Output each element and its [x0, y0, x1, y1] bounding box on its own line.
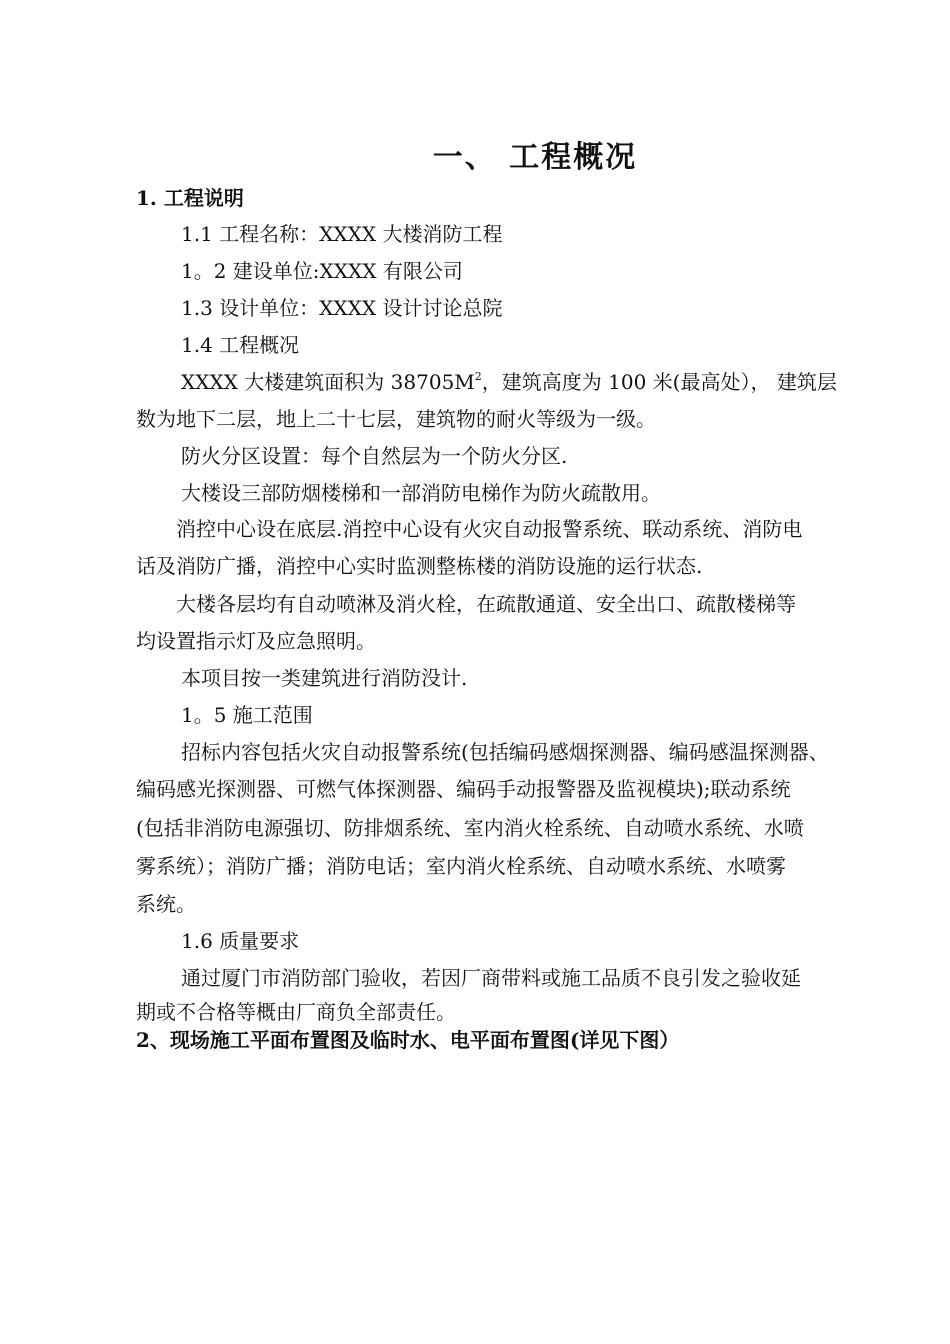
paragraph-quality-line1: 通过厦门市消防部门验收，若因厂商带料或施工品质不良引发之验收延 [181, 966, 801, 990]
paragraph-scope-line5: 系统。 [136, 892, 196, 916]
paragraph-scope-line4: 雾系统）；消防广播；消防电话；室内消火栓系统、自动喷水系统、水喷雾 [136, 854, 786, 878]
paragraph-sprinkler-line2: 均设置指示灯及应急照明。 [136, 629, 376, 653]
section-heading-2: 2、现场施工平面布置图及临时水、电平面布置图(详见下图） [136, 1028, 680, 1052]
paragraph-fire-zone: 防火分区设置：每个自然层为一个防火分区. [181, 444, 568, 468]
paragraph-stairs: 大楼设三部防烟楼梯和一部消防电梯作为防火疏散用。 [181, 481, 661, 505]
building-height-text: ，建筑高度为 100 米(最高处）， 建筑层 [481, 370, 837, 394]
paragraph-scope-line2: 编码感光探测器、可燃气体探测器、编码手动报警器及监视模块);联动系统 [136, 777, 791, 801]
item-quality-requirements: 1.6 质量要求 [181, 929, 300, 953]
paragraph-control-center-line1: 消控中心设在底层.消控中心设有火灾自动报警系统、联动系统、消防电 [176, 517, 803, 541]
building-area-text: XXXX 大楼建筑面积为 38705M [181, 370, 475, 394]
item-construction-scope: 1。5 施工范围 [181, 703, 313, 727]
paragraph-quality-line2: 期或不合格等概由厂商负全部责任。 [136, 1000, 456, 1024]
item-construction-unit: 1。2 建设单位:XXXX 有限公司 [181, 259, 463, 283]
area-unit-superscript: 2 [474, 370, 482, 383]
paragraph-scope-line1: 招标内容包括火灾自动报警系统(包括编码感烟探测器、编码感温探测器、 [181, 740, 829, 764]
paragraph-control-center-line2: 话及消防广播，消控中心实时监测整栋楼的消防设施的运行状态. [136, 554, 703, 578]
paragraph-scope-line3: (包括非消防电源强切、防排烟系统、室内消火栓系统、自动喷水系统、水喷 [136, 816, 804, 840]
page-title: 一、 工程概况 [432, 140, 638, 175]
paragraph-building-class: 本项目按一类建筑进行消防没计. [181, 666, 468, 690]
paragraph-sprinkler-line1: 大楼各层均有自动喷淋及消火栓，在疏散通道、安全出口、疏散楼梯等 [176, 592, 796, 616]
item-design-unit: 1.3 设计单位：XXXX 设计讨论总院 [181, 296, 503, 320]
paragraph-building-area-line1 [181, 370, 837, 394]
item-project-name: 1.1 工程名称：XXXX 大楼消防工程 [181, 222, 503, 246]
item-project-overview: 1.4 工程概况 [181, 333, 300, 357]
section-heading-1: 1. 工程说明 [136, 186, 244, 210]
paragraph-building-area-line2: 数为地下二层，地上二十七层，建筑物的耐火等级为一级。 [136, 407, 656, 431]
